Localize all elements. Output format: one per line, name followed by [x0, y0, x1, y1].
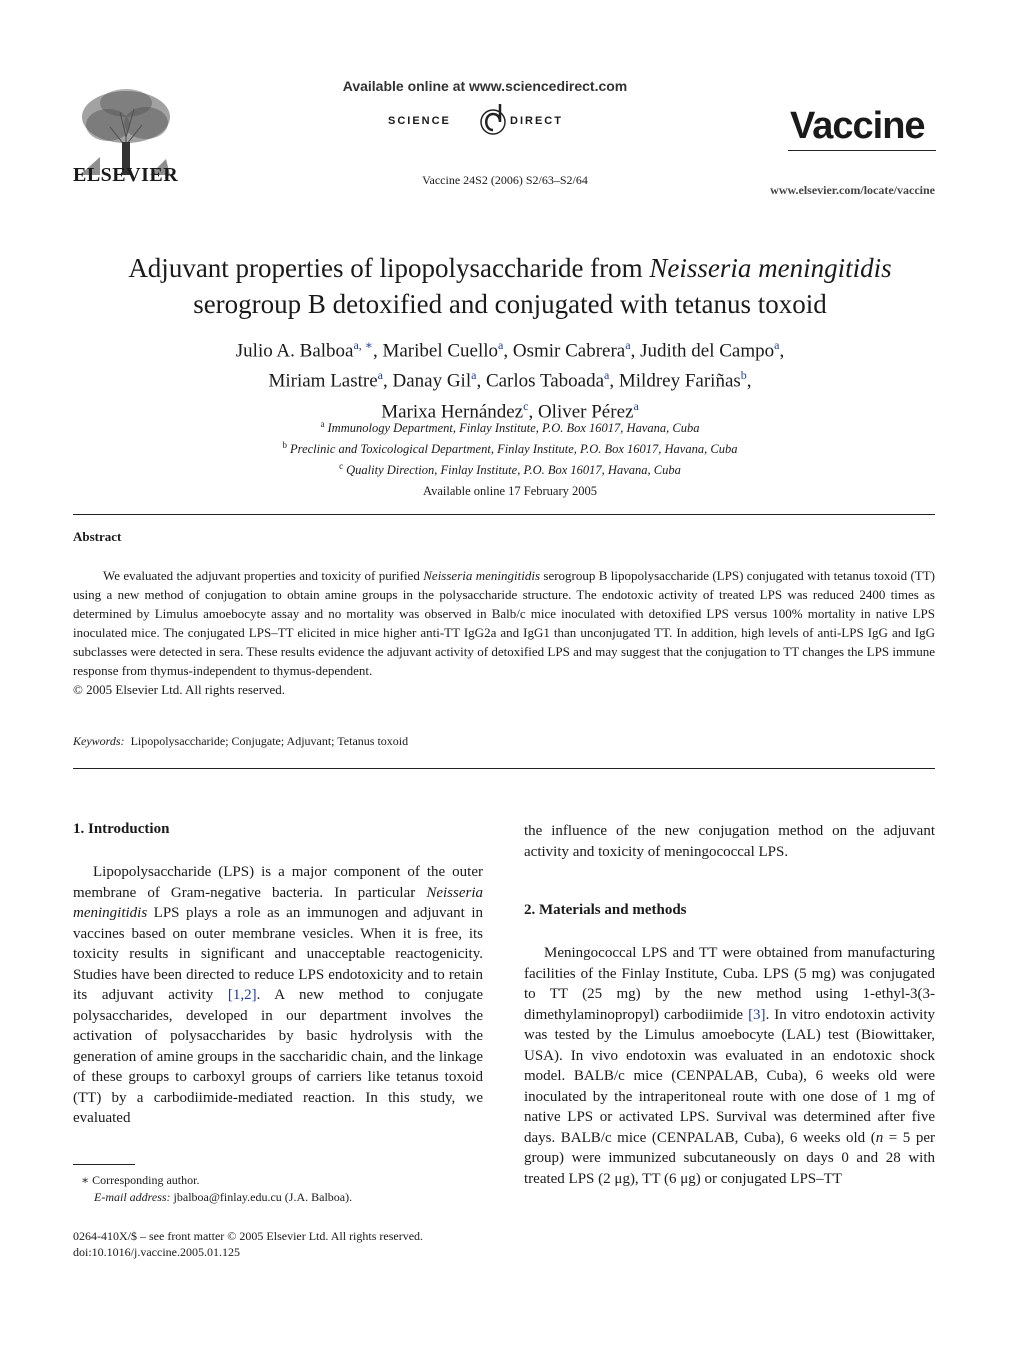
author: Mildrey Fariñas — [618, 370, 741, 392]
keywords: Keywords: Lipopolysaccharide; Conjugate; Adjuvant; Tetanus toxoid — [73, 734, 409, 748]
author-affil-ref[interactable]: a, ∗ — [353, 338, 373, 352]
citation-link[interactable]: [3] — [748, 1006, 766, 1023]
footnote-rule — [73, 1164, 135, 1165]
affiliation: $^a$ Immunology Department, Finlay Institute, P.O. Box 16017, Havana, Cuba — [320, 419, 700, 436]
journal-url[interactable]: www.elsevier.com/locate/vaccine — [770, 183, 935, 197]
sciencedirect-logo-right: DIRECT — [510, 115, 563, 127]
journal-citation: Vaccine 24S2 (2006) S2/63–S2/64 — [422, 173, 588, 187]
section-heading-methods: 2. Materials and methods — [524, 902, 687, 918]
available-online-date: Available online 17 February 2005 — [422, 484, 598, 498]
introduction-paragraph: Lipopolysaccharide (LPS) is a major component of the outer membrane of Gram-negative bacteria. In particular Neisseria meningitidis LPS plays a role as an immunogen and adjuvant in vaccines based on outer membrane vesicles. When it is free, its toxicity results in significant and unacceptable reactogenicity. Studies have been directed to reduce LPS endotoxicity and to retain its adjuvant activity [1,2]. A new method to conjugate polysaccharides, developed in our department involves the activation of polysaccharides by basic hydrolysis with the generation of amine groups in the saccharidic chain, and the linkage of these groups to carboxyl groups of carriers like tetanus toxoid (TT) by a carbodiimide-mediated reaction. In this study, we evaluated — [73, 864, 483, 1126]
author: Julio A. Balboa — [235, 340, 354, 362]
divider — [73, 514, 935, 515]
abstract-heading: Abstract — [73, 529, 122, 544]
email-note: E-mail address: jbalboa@finlay.edu.cu (J.A. Balboa). — [94, 1190, 353, 1204]
introduction-continued: the influence of the new conjugation method on the adjuvant activity and toxicity of meningococcal LPS. — [524, 823, 935, 860]
author-list: Julio A. Balboa$^{a, ∗}$, Maribel Cuello$^a$, Osmir Cabrera$^a$, Judith del Campo$^a$, Miriam Lastre$^a$, Danay Gil$^a$, Carlos Taboada$^a$, Mildrey Fariñas$^b$, Marixa Hernández$^c$, Oliver Pérez$^a$ — [235, 338, 785, 422]
author: Carlos Taboada — [485, 370, 605, 392]
available-online-banner[interactable]: Available online at www.sciencedirect.com — [342, 78, 628, 94]
publisher-name: ELSEVIER — [73, 164, 179, 186]
methods-paragraph: Meningococcal LPS and TT were obtained from manufacturing facilities of the Finlay Institute, Cuba. LPS (5 mg) was conjugated to TT (25 mg) by the new method using 1-ethyl-3(3-dimethylaminopropyl) carbodiimide [3]. In vitro endotoxin activity was tested by the Limulus amoebocyte (LAL) test (Biowittaker, USA). In vivo endotoxin was evaluated in an endotoxic shock model. BALB/c mice (CENPALAB, Cuba), 6 weeks old were inoculated by the intraperitoneal route with one dose of 1 mg of native LPS or activated LPS. Survival was determined after five days. BALB/c mice (CENPALAB, Cuba), 6 weeks old (n = 5 per group) were immunized subcutaneously on days 0 and 28 with treated LPS (2 μg), TT (6 μg) or conjugated LPS–TT — [524, 945, 935, 1187]
doi[interactable]: doi:10.1016/j.vaccine.2005.01.125 — [73, 1245, 240, 1259]
affiliation: $^b$ Preclinic and Toxicological Department, Finlay Institute, P.O. Box 16017, Havana, Cuba — [282, 440, 738, 457]
copyright: © 2005 Elsevier Ltd. All rights reserved. — [73, 682, 286, 697]
author: Osmir Cabrera — [512, 340, 626, 362]
affiliation: $^c$ Quality Direction, Finlay Institute, P.O. Box 16017, Havana, Cuba — [339, 461, 681, 478]
affiliations — [60, 416, 960, 479]
sciencedirect-logo-left: SCIENCE — [388, 115, 451, 127]
author: Miriam Lastre — [268, 370, 378, 392]
email-link[interactable]: jbalboa@finlay.edu.cu (J.A. Balboa). — [170, 1190, 353, 1204]
citation-link[interactable]: [1,2] — [227, 987, 257, 1003]
author: Danay Gil — [392, 370, 472, 392]
vaccine-journal-logo: Vaccine — [790, 105, 925, 147]
section-heading-introduction: 1. Introduction — [73, 821, 170, 837]
author: Judith del Campo — [640, 340, 775, 362]
article-title: Adjuvant properties of lipopolysaccharide from Neisseria meningitidis serogroup B detoxified and conjugated with tetanus toxoid — [128, 253, 892, 319]
divider — [73, 768, 935, 769]
sciencedirect-d-icon — [478, 100, 508, 140]
author: Maribel Cuello — [382, 340, 499, 362]
author: Marixa Hernández — [381, 400, 524, 422]
author: Oliver Pérez — [537, 400, 634, 422]
corresponding-author-note: ∗ Corresponding author. — [81, 1173, 200, 1187]
vaccine-logo-rule — [788, 150, 936, 151]
issn-doi: 0264-410X/$ – see front matter © 2005 Elsevier Ltd. All rights reserved. doi:10.1016/j.vaccine.2005.01.125 — [73, 1229, 424, 1259]
abstract-body: We evaluated the adjuvant properties and toxicity of purified Neisseria meningitidis serogroup B lipopolysaccharide (LPS) conjugated with tetanus toxoid (TT) using a new method of conjugation to obtain amine groups in the polysaccharide structure. The endotoxic activity of treated LPS was reduced 2400 times as determined by Limulus amoebocyte assay and no mortality was observed in Balb/c mice inoculated with detoxified LPS versus 100% mortality in native LPS inoculated mice. The conjugated LPS–TT elicited in mice higher anti-TT IgG2a and IgG1 than unconjugated TT. In addition, high levels of anti-LPS IgG and IgG subclasses were detected in sera. These results evidence the adjuvant activity of detoxified LPS and may suggest that the conjugation to TT changes the LPS immune response from thymus-independent to thymus-dependent. © 2005 Elsevier Ltd. All rights reserved. — [73, 568, 935, 697]
